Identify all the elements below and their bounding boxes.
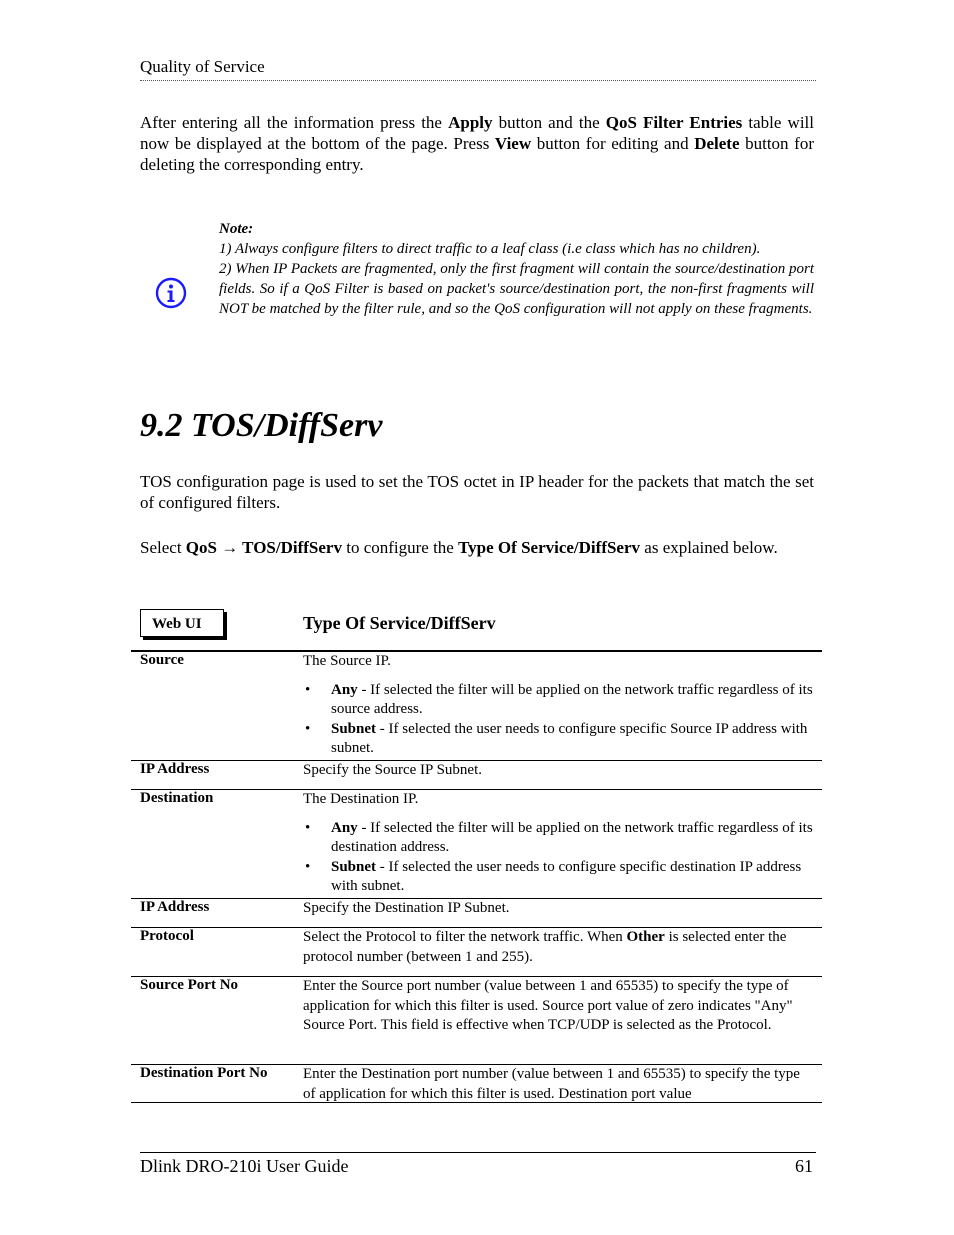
page-number: 61	[795, 1156, 813, 1176]
delete-term: Delete	[694, 134, 740, 153]
list-item	[303, 720, 815, 759]
row-desc-source	[303, 652, 815, 759]
option-any-text: - If selected the filter will be applied on the network traffic regardless of its source address.	[331, 681, 813, 717]
row-label-destination-port: Destination Port No	[140, 1065, 268, 1081]
page-name: Type Of Service/DiffServ	[458, 538, 641, 557]
option-any: Any	[331, 819, 358, 836]
info-icon	[155, 277, 187, 309]
note-line-2: 2) When IP Packets are fragmented, only the first fragment will contain the source/destination port fields. So if a QoS Filter is based on packet's source/destination port, the non-first fragments will NOT be matched by the filter rule, and so the QoS configuration will not apply on these fragments.	[219, 261, 814, 317]
option-subnet-text: - If selected the user needs to configure specific destination IP address with subnet.	[331, 858, 802, 894]
destination-desc-text: The Destination IP.	[303, 791, 419, 807]
list-item	[303, 858, 815, 897]
intro-text-4: button for editing and	[531, 134, 695, 153]
option-subnet: Subnet	[331, 858, 377, 875]
running-header: Quality of Service	[140, 57, 265, 76]
view-term: View	[494, 134, 532, 153]
footer-title: Dlink DRO-210i User Guide	[140, 1156, 349, 1176]
table-bottom-rule	[131, 1102, 822, 1103]
source-desc-text: The Source IP.	[303, 653, 391, 669]
table-title: Type Of Service/DiffServ	[303, 613, 496, 633]
row-desc-protocol	[303, 928, 815, 967]
p2-text-b: to configure the	[341, 538, 459, 557]
section-paragraph-1: TOS configuration page is used to set the TOS octet in IP header for the packets that match the set of configured filters.	[140, 472, 814, 512]
qos-entries-term: QoS Filter Entries	[605, 113, 743, 132]
option-subnet-text: - If selected the user needs to configure specific Source IP address with subnet.	[331, 720, 808, 756]
row-label-source: Source	[140, 652, 184, 668]
header-divider	[140, 80, 816, 81]
note-title: Note:	[219, 221, 254, 237]
note-block	[219, 219, 814, 319]
row-label-protocol: Protocol	[140, 928, 194, 944]
list-item	[303, 819, 815, 858]
intro-paragraph	[140, 112, 814, 175]
intro-text-2: button and the	[492, 113, 606, 132]
option-any: Any	[331, 681, 358, 698]
menu-path: QoS → TOS/DiffServ	[185, 538, 342, 557]
row-desc-source-port: Enter the Source port number (value between 1 and 65535) to specify the type of application for which this filter is used. Source port value of zero indicates "Any" Source Port. This field is effective when TCP/UDP is selected as the Protocol.	[303, 978, 793, 1033]
p2-text-c: as explained below.	[640, 538, 778, 557]
option-any-text: - If selected the filter will be applied on the network traffic regardless of its destination address.	[331, 819, 813, 855]
note-line-1: 1) Always configure filters to direct traffic to a leaf class (i.e class which has no children).	[219, 241, 761, 257]
option-other: Other	[626, 929, 665, 945]
row-desc-source-ip: Specify the Source IP Subnet.	[303, 762, 482, 778]
option-subnet: Subnet	[331, 720, 377, 737]
intro-text-1: After entering all the information press the	[140, 113, 449, 132]
footer-divider	[140, 1152, 816, 1153]
apply-term: Apply	[448, 113, 493, 132]
row-desc-destination-port: Enter the Destination port number (value between 1 and 65535) to specify the type of application for which this filter is used. Destination port value	[303, 1066, 800, 1102]
p2-text-a: Select	[140, 538, 186, 557]
list-item	[303, 681, 815, 720]
intro-text-5: button for deleting the corresponding entry.	[140, 134, 814, 174]
section-paragraph-2	[140, 537, 814, 558]
intro-text-3: table will now be displayed at the bottom of the page. Press	[140, 113, 815, 153]
row-label-destination-ip: IP Address	[140, 899, 210, 915]
row-desc-destination	[303, 790, 815, 897]
row-label-destination: Destination	[140, 790, 214, 806]
row-label-source-port: Source Port No	[140, 977, 239, 993]
row-desc-destination-ip: Specify the Destination IP Subnet.	[303, 900, 510, 916]
protocol-text-a: Select the Protocol to filter the network traffic. When	[303, 929, 627, 945]
row-label-source-ip: IP Address	[140, 761, 210, 777]
web-ui-badge: Web UI	[140, 609, 224, 637]
section-heading: 9.2 TOS/DiffServ	[140, 407, 383, 444]
protocol-text-b: is selected enter the protocol number (between 1 and 255).	[303, 929, 787, 965]
